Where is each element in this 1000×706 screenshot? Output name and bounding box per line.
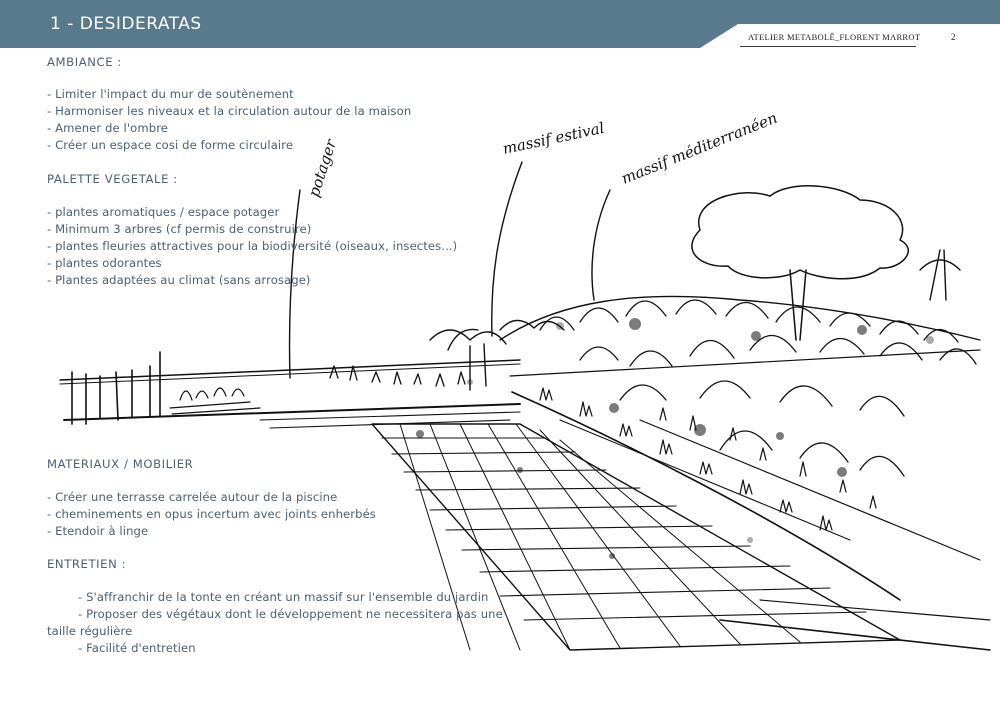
ambiance-item: - Harmoniser les niveaux et la circulation autour de la maison [47, 104, 412, 118]
entretien-item: - S'affranchir de la tonte en créant un massif sur l'ensemble du jardin [78, 590, 489, 604]
palette-item: - plantes aromatiques / espace potager [47, 205, 280, 219]
page-number: 2 [951, 32, 956, 42]
palette-item: - plantes fleuries attractives pour la biodiversité (oiseaux, insectes...) [47, 239, 458, 253]
ambiance-item: - Limiter l'impact du mur de soutènement [47, 87, 294, 101]
ambiance-heading: AMBIANCE : [47, 55, 122, 69]
entretien-heading: ENTRETIEN : [47, 557, 127, 571]
entretien-item: - Facilité d'entretien [78, 641, 196, 655]
materiaux-heading: MATERIAUX / MOBILIER [47, 457, 194, 471]
ambiance-item: - Créer un espace cosi de forme circulaire [47, 138, 294, 152]
palette-item: - Plantes adaptées au climat (sans arrosage) [47, 273, 311, 287]
palette-heading: PALETTE VEGETALE : [47, 172, 178, 186]
entretien-item: - Proposer des végétaux dont le développement ne necessitera pas une [78, 607, 503, 621]
ambiance-item: - Amener de l'ombre [47, 121, 169, 135]
materiaux-item: - Etendoir à linge [47, 524, 149, 538]
annotation-massif-mediterraneen: massif méditerranéen [618, 108, 780, 188]
palette-item: - Minimum 3 arbres (cf permis de construire) [47, 222, 312, 236]
materiaux-item: - cheminements en opus incertum avec joints enherbés [47, 507, 376, 521]
palette-item: - plantes odorantes [47, 256, 162, 270]
materiaux-item: - Créer une terrasse carrelée autour de la piscine [47, 490, 338, 504]
annotation-potager: potager [304, 137, 341, 200]
author-credit: ATELIER METABOLÊ_FLORENT MARROT [748, 32, 921, 42]
entretien-item: taille régulière [47, 624, 133, 638]
section-title: 1 - DESIDERATAS [50, 14, 202, 34]
annotation-massif-estival: massif estival [501, 118, 606, 158]
